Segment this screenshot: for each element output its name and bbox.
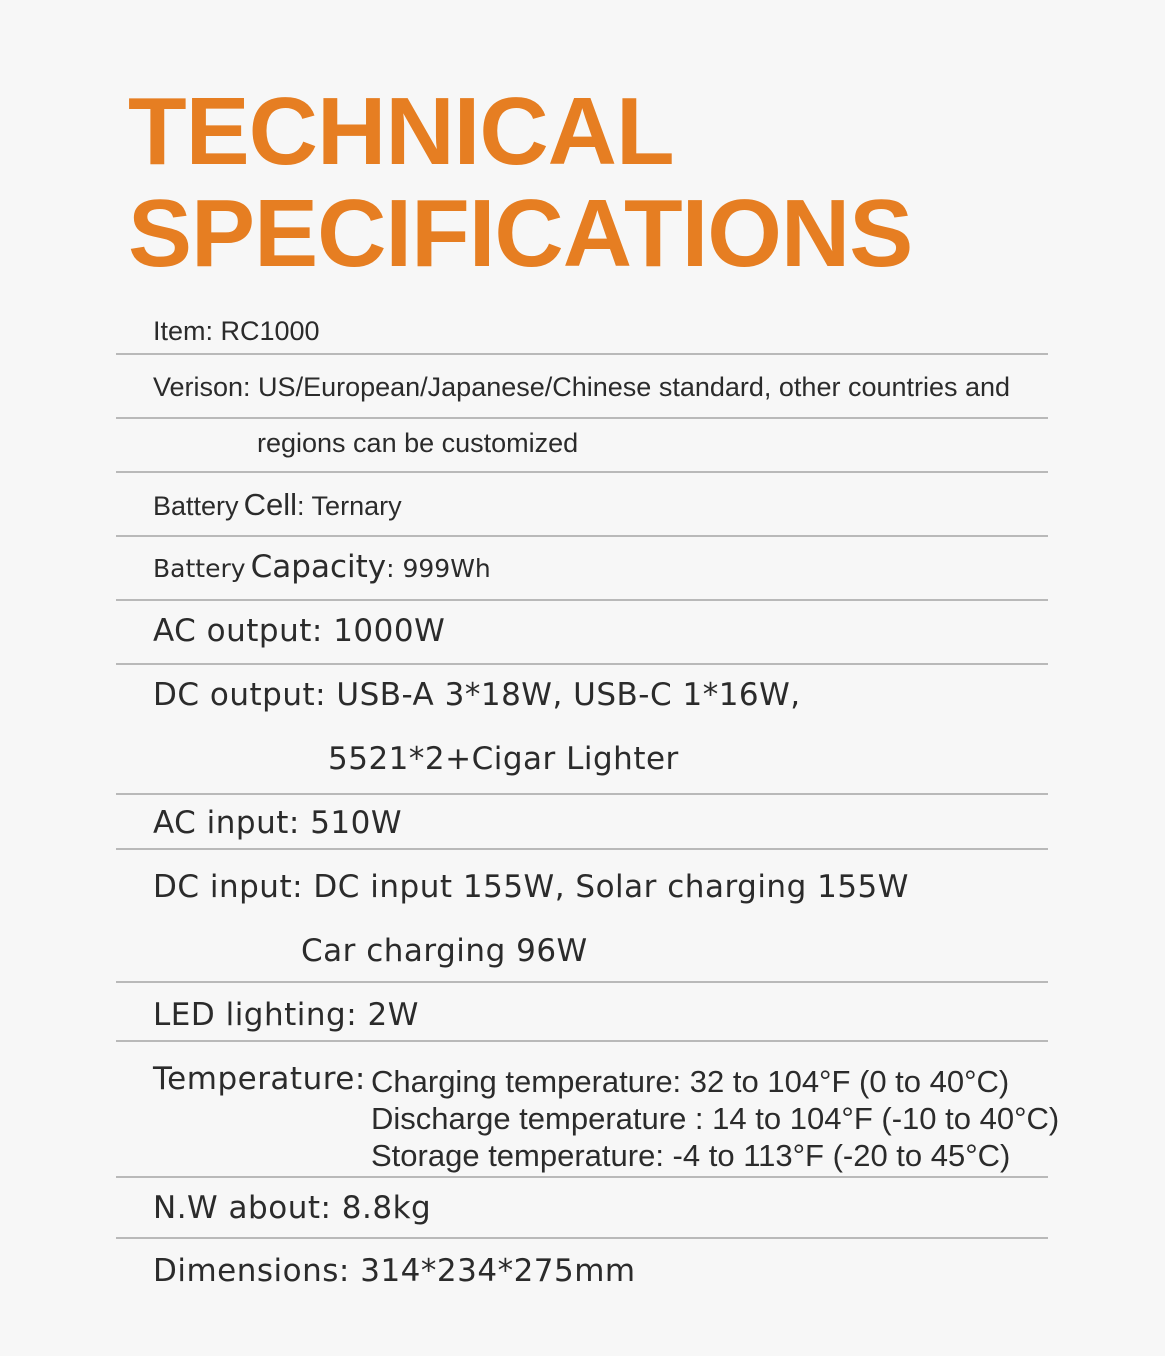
spec-battery-cell-word: Cell — [243, 487, 298, 522]
divider — [116, 599, 1048, 601]
divider — [116, 353, 1048, 355]
divider — [116, 417, 1048, 419]
spec-net-weight: N.W about: 8.8kg — [153, 1190, 432, 1226]
divider — [116, 663, 1048, 665]
divider — [116, 981, 1048, 983]
page-title-line-1: TECHNICAL — [128, 78, 674, 185]
page-title-line-2: SPECIFICATIONS — [128, 180, 913, 287]
divider — [116, 1237, 1048, 1239]
spec-battery-capacity — [153, 549, 491, 585]
spec-battery-capacity-word: Capacity — [250, 549, 387, 585]
spec-battery-cell-value: : Ternary — [297, 491, 402, 521]
spec-temp-charging: Charging temperature: 32 to 104°F (0 to 40°C) — [371, 1064, 1010, 1099]
divider — [116, 848, 1048, 850]
spec-battery-capacity-prefix: Battery — [153, 554, 246, 583]
divider — [116, 1040, 1048, 1042]
spec-dc-output-line-1: DC output: USB-A 3*18W, USB-C 1*16W, — [153, 677, 801, 713]
spec-item: Item: RC1000 — [153, 316, 320, 346]
spec-dc-input-line-2: Car charging 96W — [301, 933, 588, 969]
spec-temp-discharge: Discharge temperature : 14 to 104°F (-10 to 40°C) — [371, 1101, 1060, 1136]
spec-ac-output: AC output: 1000W — [153, 613, 446, 649]
divider — [116, 535, 1048, 537]
spec-dc-output-line-2: 5521*2+Cigar Lighter — [328, 741, 679, 777]
spec-temp-storage: Storage temperature: -4 to 113°F (-20 to 45°C) — [371, 1138, 1011, 1173]
spec-dc-input-line-1: DC input: DC input 155W, Solar charging 155W — [153, 869, 909, 905]
divider — [116, 471, 1048, 473]
spec-dimensions: Dimensions: 314*234*275mm — [153, 1253, 636, 1289]
spec-temperature-label: Temperature: — [153, 1061, 366, 1097]
spec-version-line-2: regions can be customized — [257, 428, 579, 458]
spec-battery-capacity-value: : 999Wh — [386, 554, 491, 583]
spec-battery-cell — [153, 487, 402, 523]
divider — [116, 1176, 1048, 1178]
spec-battery-cell-prefix: Battery — [153, 491, 239, 521]
divider — [116, 793, 1048, 795]
spec-led-lighting: LED lighting: 2W — [153, 997, 419, 1033]
spec-version-line-1: Verison: US/European/Japanese/Chinese standard, other countries and — [153, 372, 1011, 402]
spec-ac-input: AC input: 510W — [153, 805, 403, 841]
